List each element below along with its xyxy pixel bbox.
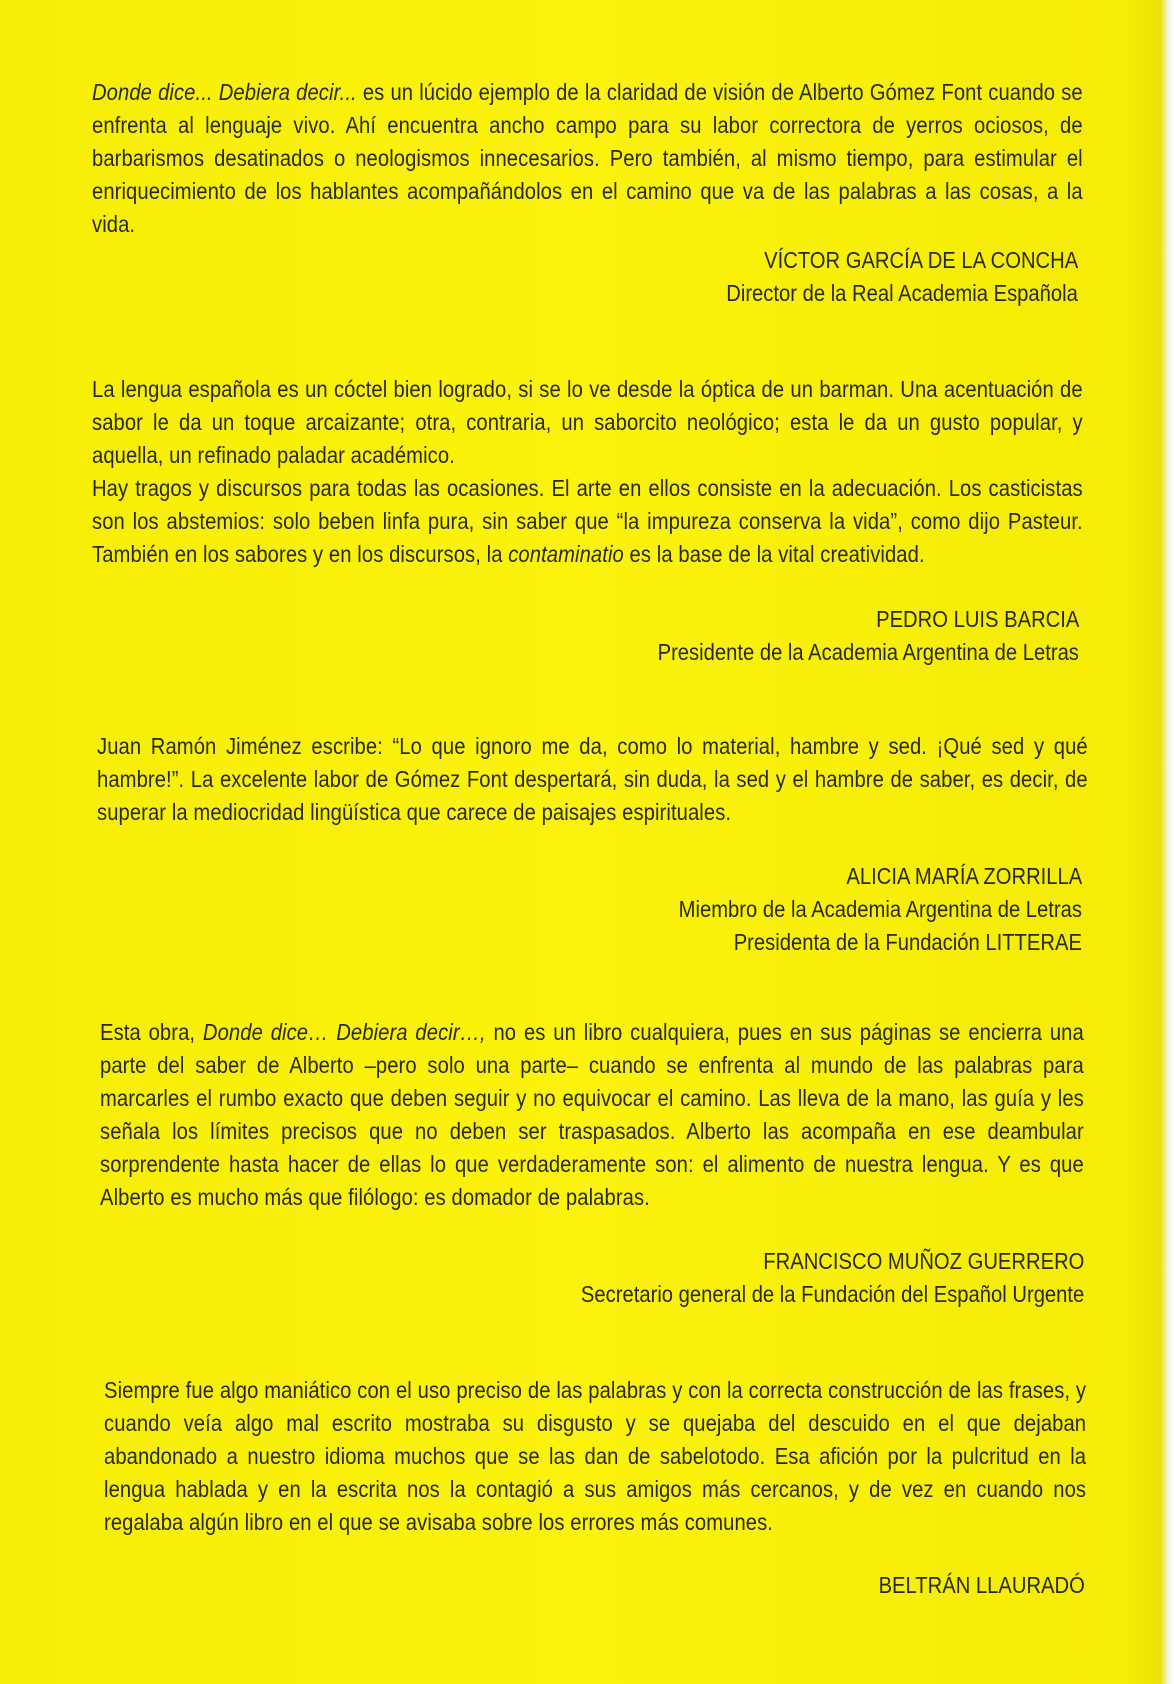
quote-4-signature (92, 1245, 1084, 1311)
quote-4-book-title: Donde dice… Debiera decir…, (202, 1019, 486, 1045)
quote-2-text-a: La lengua española es un cóctel bien logrado, si se lo ve desde la óptica de un barman. Una acentuación de sabor le da un toque arcaizante; otra, contraria, un saborcito neológico; esta le da un gusto popular, y aquella, un refinado paladar académico. (92, 376, 1083, 468)
quote-2-role: Presidente de la Academia Argentina de Letras (657, 639, 1079, 665)
page-edge (1160, 0, 1174, 1684)
quote-1-signature (92, 244, 1078, 310)
quote-4-text: Esta obra, Donde dice… Debiera decir…, no es un libro cualquiera, pues en sus páginas se encierra una parte del saber de Alberto –pero solo una parte– cuando se enfrenta al mundo de las palabras para marcarles el rumbo exacto que deben seguir y no equivocar el camino. Las lleva de la mano, las guía y les señala los límites precisos que no deben ser traspasados. Alberto las acompaña en ese deambular sorprendente hasta hacer de ellas lo que verdaderamente son: el alimento de nuestra lengua. Y es que Alberto es mucho más que filólogo: es domador de palabras. (100, 1019, 1084, 1210)
quote-3 (97, 730, 1088, 829)
quote-3-role-1: Miembro de la Academia Argentina de Letras (678, 896, 1082, 922)
quote-4-role: Secretario general de la Fundación del Español Urgente (580, 1281, 1084, 1307)
quote-5 (104, 1374, 1086, 1539)
quote-3-text: Juan Ramón Jiménez escribe: “Lo que ignoro me da, como lo material, hambre y sed. ¡Qué sed y qué hambre!”. La excelente labor de Gómez Font despertará, sin duda, la sed y el hambre de saber, es decir, de superar la mediocridad lingüística que carece de paisajes espirituales. (97, 733, 1088, 825)
quote-1-book-title: Donde dice... Debiera decir... (92, 79, 357, 105)
quote-2 (92, 373, 1084, 571)
quote-1-author: VÍCTOR GARCÍA DE LA CONCHA (763, 247, 1078, 273)
quote-2-signature (92, 603, 1079, 669)
quote-4 (100, 1016, 1084, 1214)
quote-2-author: PEDRO LUIS BARCIA (875, 606, 1079, 632)
quote-1-text: Donde dice... Debiera decir... es un lúcido ejemplo de la claridad de visión de Alberto Gómez Font cuando se enfrenta al lenguaje vivo. Ahí encuentra ancho campo para su labor correctora de yerros ociosos, de barbarismos desatinados o neologismos innecesarios. Pero también, al mismo tiempo, para estimular el enriquecimiento de los hablantes acompañándolos en el camino que va de las palabras a las cosas, a la vida. (92, 79, 1083, 237)
quote-5-author: BELTRÁN LLAURADÓ (878, 1572, 1085, 1598)
quote-5-text: Siempre fue algo maniático con el uso preciso de las palabras y con la correcta construcción de las frases, y cuando veía algo mal escrito mostraba su disgusto y se quejaba del descuido en el que dejaban abandonado a nuestro idioma muchos que se las dan de sabelotodo. Esa afición por la pulcritud en la lengua hablada y en la escrita nos la contagió a sus amigos más cercanos, y de vez en cuando nos regalaba algún libro en el que se avisaba sobre los errores más comunes. (104, 1377, 1087, 1535)
quote-2-text-b: Hay tragos y discursos para todas las ocasiones. El arte en ellos consiste en la adecuación. Los casticistas son los abstemios: solo beben linfa pura, sin saber que “la impureza conserva la vida”, como dijo Pasteur. También en los sabores y en los discursos, la contaminatio es la base de la vital creatividad. (92, 475, 1083, 567)
quote-3-role-2: Presidenta de la Fundación LITTERAE (733, 929, 1082, 955)
quote-3-author: ALICIA MARÍA ZORRILLA (846, 863, 1082, 889)
quote-4-author: FRANCISCO MUÑOZ GUERRERO (762, 1248, 1084, 1274)
quote-5-signature (92, 1569, 1085, 1602)
quote-1 (92, 76, 1084, 241)
quote-3-signature (92, 860, 1082, 959)
quote-1-role: Director de la Real Academia Española (726, 280, 1078, 306)
